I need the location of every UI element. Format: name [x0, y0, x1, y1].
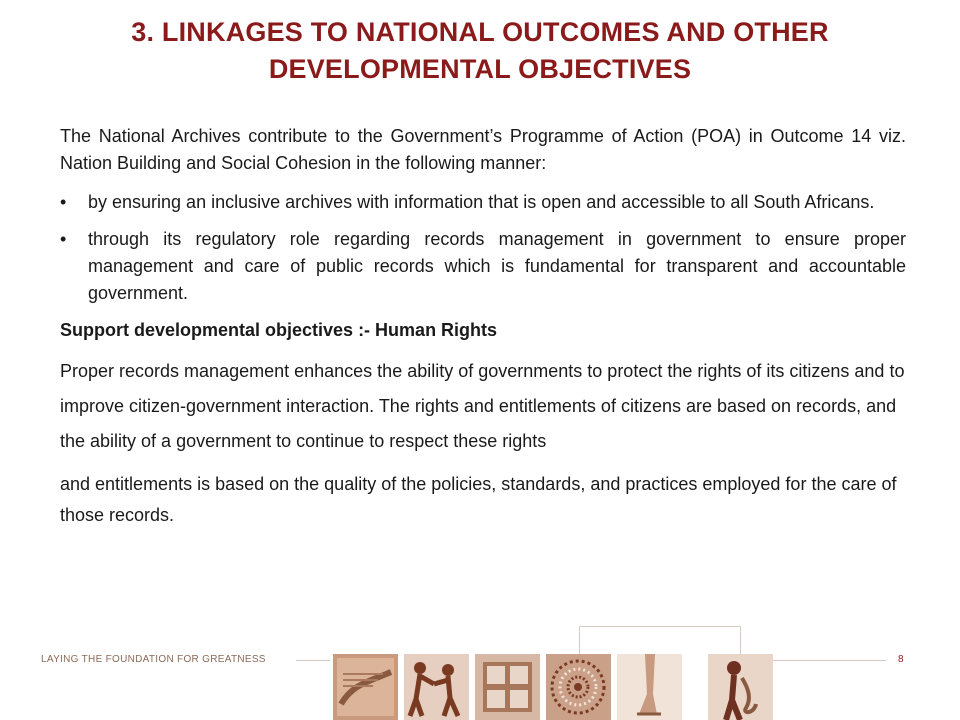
bullet-item [60, 189, 906, 216]
bullet-text: through its regulatory role regarding records management in government to ensure proper management and care of public records which is fundamental for transparent and accountable government. [88, 229, 906, 303]
film-reel-photo-icon [475, 654, 540, 720]
body-paragraph: and entitlements is based on the quality of the policies, standards, and practices employed for the care of those records. [60, 474, 897, 525]
intro-paragraph: The National Archives contribute to the Government’s Programme of Action (POA) in Outcome 14 viz. Nation Building and Social Cohesion in the following manner: [60, 126, 906, 173]
footer-tagline: LAYING THE FOUNDATION FOR GREATNESS [41, 654, 266, 665]
footer-divider [760, 660, 886, 661]
bullet-text: by ensuring an inclusive archives with information that is open and accessible to all South Africans. [88, 192, 875, 212]
dancers-photo-icon [404, 654, 469, 720]
saxophone-photo-icon [708, 654, 773, 720]
slide-body [60, 123, 906, 531]
page-number: 8 [898, 654, 904, 665]
slide-title: 3. LINKAGES TO NATIONAL OUTCOMES AND OTHER DEVELOPMENTAL OBJECTIVES [131, 17, 829, 84]
footer-divider [296, 660, 330, 661]
beadwork-photo-icon [546, 654, 611, 720]
hands-photo-icon [333, 654, 398, 720]
bullet-list [60, 189, 906, 307]
ballet-photo-icon [617, 654, 682, 720]
bullet-icon: • [60, 229, 67, 249]
subheading: Support developmental objectives :- Human Rights [60, 320, 498, 340]
body-paragraph: Proper records management enhances the ability of governments to protect the rights of its citizens and to improve citizen-government interaction. The rights and entitlements of citizens are based on records, and the ability of a government to continue to respect these rights [60, 361, 905, 451]
bullet-icon: • [60, 192, 67, 212]
bullet-item [60, 226, 906, 307]
